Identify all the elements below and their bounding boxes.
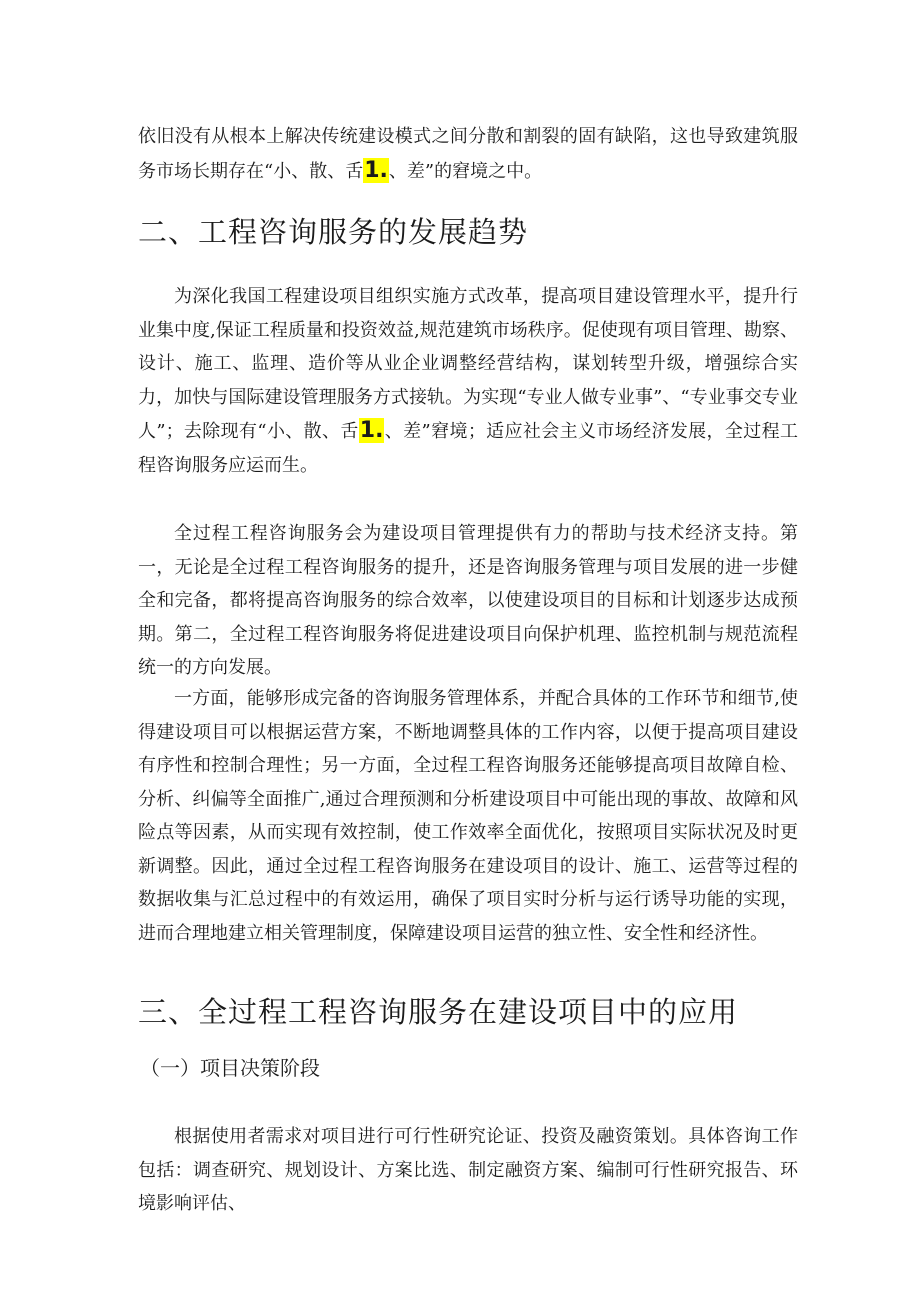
section-heading-3: 三、全过程工程咨询服务在建设项目中的应用 [138, 995, 739, 1029]
intro-text-after: 、差”的窘境之中。 [388, 160, 543, 182]
section-2-paragraph-3: 一方面，能够形成完备的咨询服务管理体系，并配合具体的工作环节和细节,使得建设项目可以根据运营方案，不断地调整具体的工作内容，以便于提高项目建设有序性和控制合理性；另一方面，全过程工程咨询服务还能够提高项目故障自检、分析、纠偏等全面推广,通过合理预测和分析建设项目中可能出现的事故、故障和风险点等因素，从而实现有效控制，使工作效率全面优化，按照项目实际状况及时更新调整。因此，通过全过程工程咨询服务在建设项目的设计、施工、运营等过程的数据收集与汇总过程中的有效运用，确保了项目实时分析与运行诱导功能的实现，进而合理地建立相关管理制度，保障建设项目运营的独立性、安全性和经济性。 [138, 688, 798, 944]
section-2-paragraph-2: 全过程工程咨询服务会为建设项目管理提供有力的帮助与技术经济支持。第一，无论是全过程工程咨询服务的提升，还是咨询服务管理与项目发展的进一步健全和完备，都将提高咨询服务的综合效率，以使建设项目的目标和计划逐步达成预期。第二，全过程工程咨询服务将促进建设项目向保护机理、监控机制与规范流程统一的方向发展。 [138, 523, 798, 678]
highlight-mark: 1. [364, 157, 388, 183]
intro-paragraph [138, 120, 798, 188]
highlight-mark: 1. [359, 418, 384, 443]
section-heading-2: 二、工程咨询服务的发展趋势 [138, 215, 529, 249]
section-3-1-paragraph: 根据使用者需求对项目进行可行性研究论证、投资及融资策划。具体咨询工作包括：调查研究、规划设计、方案比选、制定融资方案、编制可行性研究报告、环境影响评估、 [138, 1126, 798, 1214]
para-2-1-text-after: 、差”窘境；适应社会主义市场经济发展，全过程工程咨询服务应运而生。 [138, 421, 798, 476]
section-2-paragraph-1 [138, 280, 798, 482]
intro-text-before: 依旧没有从根本上解决传统建设模式之间分散和割裂的固有缺陷，这也导致建筑服务市场长期存在“小、散、舌 [138, 126, 798, 182]
subsection-heading-3-1: （一）项目决策阶段 [140, 1056, 320, 1080]
para-2-1-text-before: 为深化我国工程建设项目组织实施方式改革，提高项目建设管理水平，提升行业集中度,保证工程质量和投资效益,规范建筑市场秩序。促使现有项目管理、勘察、设计、施工、监理、造价等从业企业调整经营结构，谋划转型升级，增强综合实力，加快与国际建设管理服务方式接轨。为实现“专业人做专业事”、“专业事交专业人”；去除现有“小、散、舌 [138, 286, 798, 442]
